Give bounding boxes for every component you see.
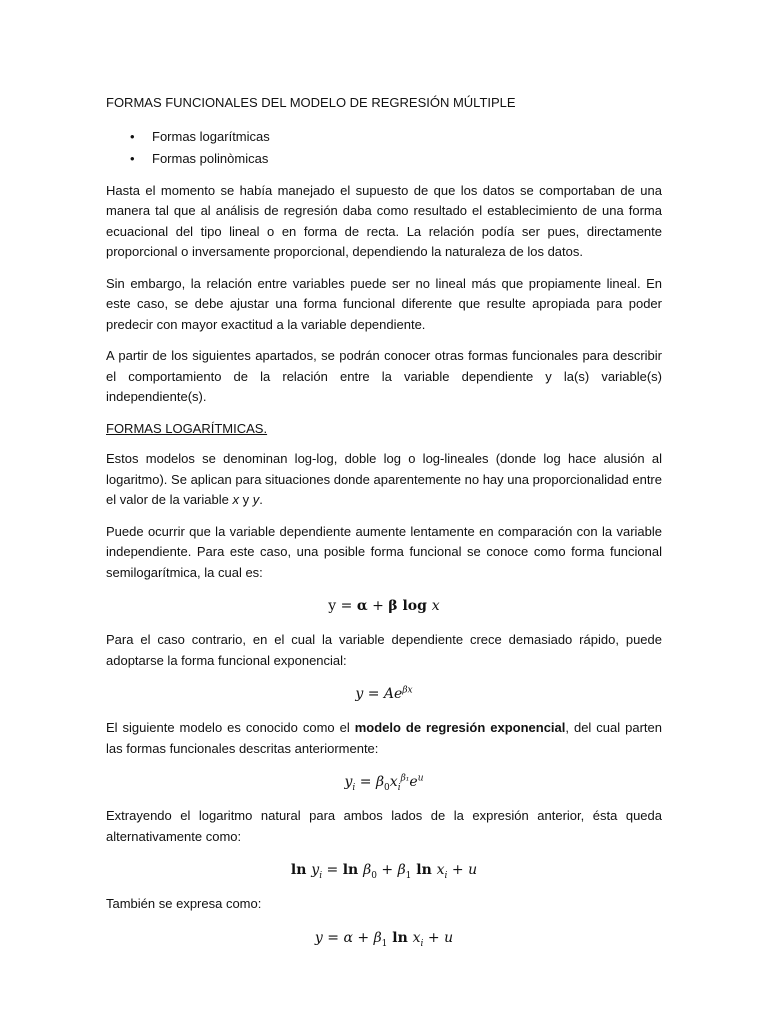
- paragraph-also-expressed: También se expresa como:: [106, 896, 262, 911]
- bullet-label: Formas polinòmicas: [152, 150, 269, 166]
- document-title: FORMAS FUNCIONALES DEL MODELO DE REGRESIÓN MÚLTIPLE: [106, 95, 516, 110]
- paragraph-intro: Hasta el momento se había manejado el supuesto de que los datos se comportaban de una manera tal que al análisis de regresión daba como resultado el establecimiento de una forma ecuacional del tipo lineal o en forma de recta. La relación podía ser pues, directamente proporcional o inversamente proporcional, dependiendo la naturaleza de los datos.: [106, 182, 662, 259]
- paragraph-sections: A partir de los siguientes apartados, se podrán conocer otras formas funcionales para describir el comportamiento de la relación entre la variable dependiente y la(s) variable(s) independiente(s).: [106, 348, 662, 404]
- section-heading: FORMAS LOGARÍTMICAS.: [106, 420, 268, 436]
- equation-ln-model: $\ln y_i = \ln \beta_0 + \beta_1$ $\ln x_i + u$: [290, 862, 478, 881]
- paragraph-loglog: Estos modelos se denominan log-log, doble log o log-lineales (donde log hace alusión al logaritmo). Se aplican para situaciones donde aparentemente no hay una proporcionalidad entre el valor de la variable x y y.: [106, 451, 662, 507]
- equation-final: $y = \alpha + \beta_1$ $\ln x_i + u$: [314, 929, 454, 949]
- equation-exp-model: $y_i = \beta_0x_i^{\beta_1}e^u$: [344, 773, 424, 793]
- paragraph-exp-model: El siguiente modelo es conocido como el modelo de regresión exponencial, del cual parten las formas funcionales descritas anteriormente:: [106, 720, 662, 756]
- paragraph-natural-log: Extrayendo el logaritmo natural para ambos lados de la expresión anterior, ésta queda alternativamente como:: [106, 808, 662, 844]
- bullet-item-logaritmicas: [106, 126, 662, 148]
- paragraph-exponential: Para el caso contrario, en el cual la variable dependiente crece demasiado rápido, puede adoptarse la forma funcional exponencial:: [106, 632, 662, 668]
- paragraph-semilog: Puede ocurrir que la variable dependiente aumente lentamente en comparación con la variable independiente. Para este caso, una posible forma funcional se conoce como forma funcional semilogarítmica, la cual es:: [106, 523, 662, 580]
- paragraph-nonlinear: Sin embargo, la relación entre variables puede ser no lineal más que propiamente lineal. En este caso, se debe ajustar una forma funcional diferente que resulte apropiada para poder predecir con mayor exactitud a la variable dependiente.: [106, 275, 662, 332]
- bullet-list: [106, 126, 662, 170]
- equation-exponential: $y = Ae^{\beta x}$: [355, 685, 413, 702]
- bullet-icon: •: [130, 128, 135, 144]
- equation-semilog: y = α + β log x: [328, 598, 440, 614]
- bullet-item-polinomicas: [106, 148, 662, 170]
- document-page: [106, 93, 662, 962]
- bullet-label: Formas logarítmicas: [152, 128, 270, 144]
- bullet-icon: •: [130, 150, 135, 166]
